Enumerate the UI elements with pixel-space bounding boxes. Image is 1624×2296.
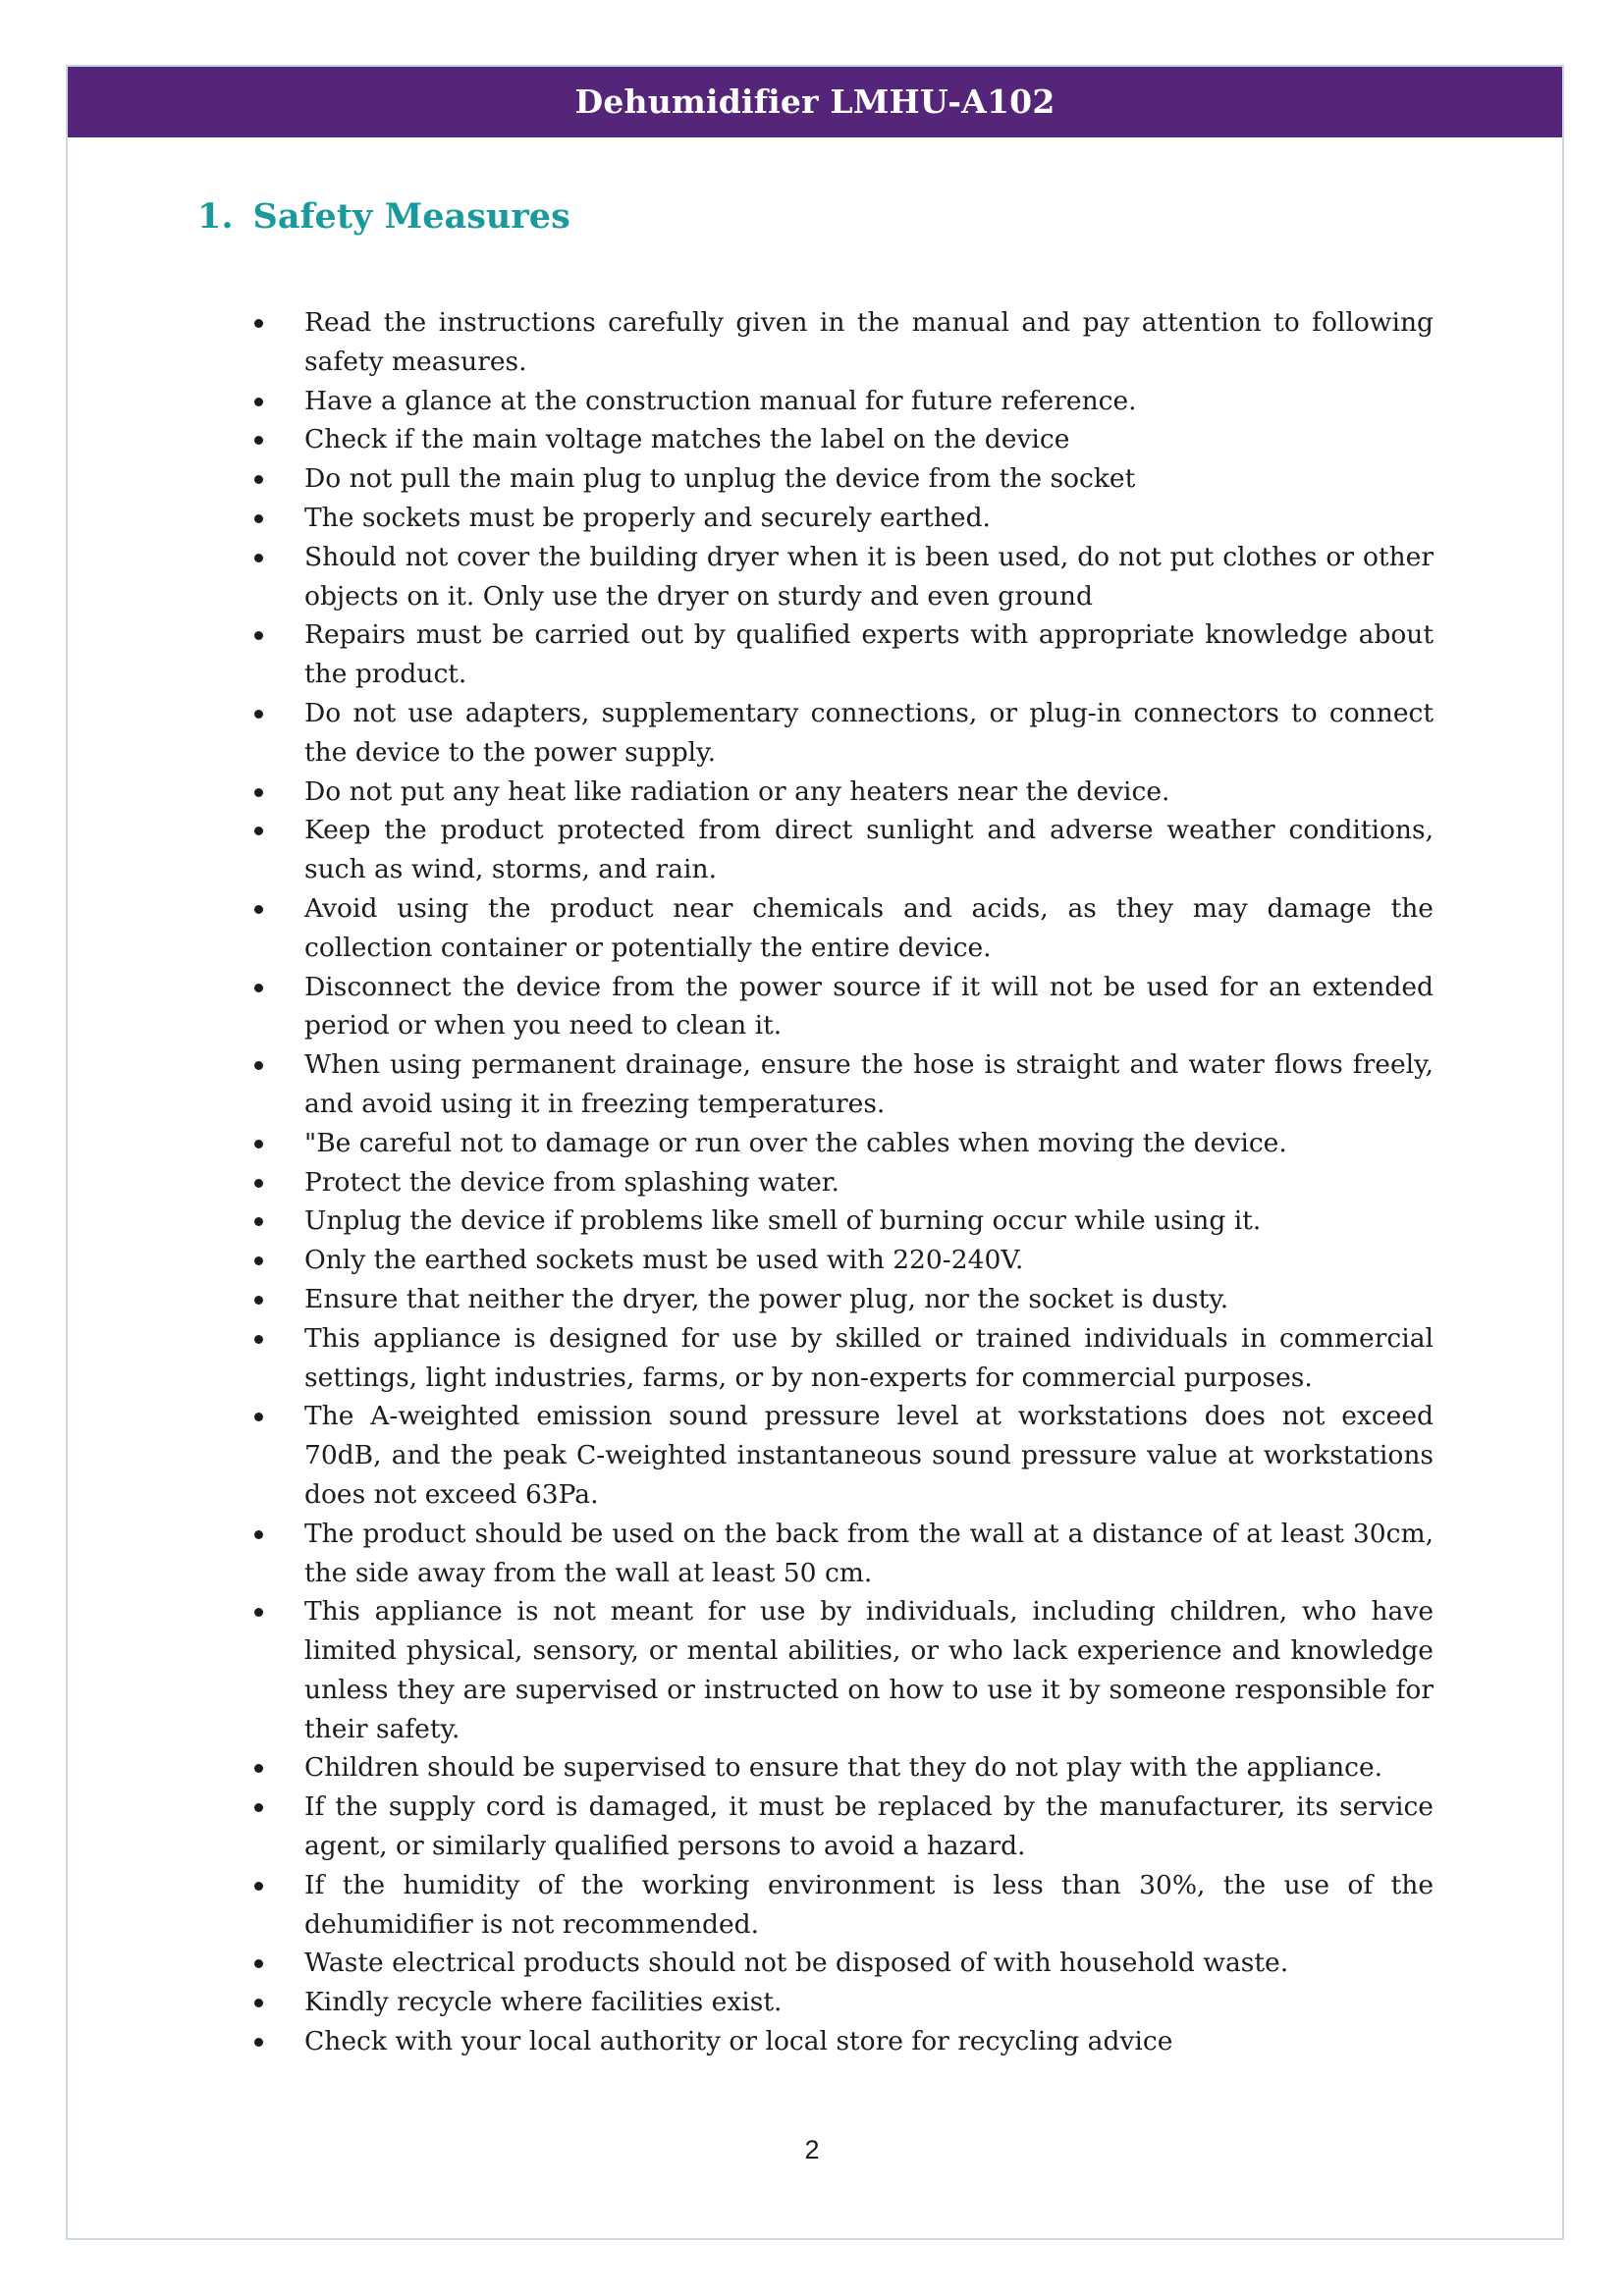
list-item	[247, 459, 1434, 499]
list-item	[247, 1788, 1434, 1866]
list-item-text: Waste electrical products should not be disposed of with household waste.	[304, 1948, 1289, 1979]
bullet-icon	[254, 1296, 263, 1305]
list-item-text: Do not put any heat like radiation or any heaters near the device.	[304, 775, 1170, 807]
list-item-text: Kindly recycle where facilities exist.	[304, 1987, 783, 2018]
list-item-text: The product should be used on the back from the wall at a distance of at least 30cm, the side away from the wall at least 50 cm.	[304, 1518, 1434, 1588]
list-item	[247, 382, 1434, 421]
list-item-text: Check with your local authority or local store for recycling advice	[304, 2026, 1173, 2057]
list-item-text: The sockets must be properly and securely earthed.	[304, 502, 991, 533]
list-item-text: "Be careful not to damage or run over the cables when moving the device.	[304, 1127, 1287, 1158]
page-number: 2	[804, 2135, 820, 2164]
list-item-text: The A-weighted emission sound pressure level at workstations does not exceed 70dB, and the peak C-weighted instantaneous sound pressure value at workstations does not exceed 63Pa.	[304, 1401, 1434, 1510]
bullet-icon	[254, 398, 263, 406]
list-item-text: Disconnect the device from the power source if it will not be used for an extended period or when you need to clean it.	[304, 971, 1434, 1041]
list-item	[247, 1944, 1434, 1983]
section-number: 1.	[197, 196, 234, 237]
list-item	[247, 1592, 1434, 1748]
list-item	[247, 1280, 1434, 1319]
bullet-icon	[254, 475, 263, 484]
bullet-icon	[254, 710, 263, 719]
bullet-icon	[254, 1764, 263, 1773]
list-item	[247, 1319, 1434, 1398]
bullet-icon	[254, 554, 263, 562]
list-item-text: This appliance is not meant for use by individuals, including children, who have limited physical, sensory, or mental abilities, or who lack experience and knowledge unless they are supervised or instructed on how to use it by someone responsible for their safety.	[304, 1596, 1434, 1744]
list-item-text: Repairs must be carried out by qualified experts with appropriate knowledge about the product.	[304, 619, 1434, 690]
list-item	[247, 1201, 1434, 1241]
list-item-text: This appliance is designed for use by skilled or trained individuals in commercial settings, light industries, farms, or by non-experts for commercial purposes.	[304, 1322, 1434, 1393]
list-item-text: Have a glance at the construction manual for future reference.	[304, 385, 1137, 416]
list-item-text: Unplug the device if problems like smell of burning occur while using it.	[304, 1205, 1262, 1237]
list-item	[247, 1515, 1434, 1593]
list-item	[247, 1397, 1434, 1514]
bullet-icon	[254, 319, 263, 328]
list-item	[247, 303, 1434, 382]
list-item-text: When using permanent drainage, ensure the hose is straight and water flows freely, and avoid using it in freezing temperatures.	[304, 1049, 1434, 1119]
list-item-text: Should not cover the building dryer when it is been used, do not put clothes or other objects on it. Only use the dryer on sturdy and even ground	[304, 541, 1434, 612]
list-item-text: Children should be supervised to ensure that they do not play with the appliance.	[304, 1752, 1383, 1784]
list-item	[247, 694, 1434, 773]
bullet-icon	[254, 1803, 263, 1812]
bullet-icon	[254, 436, 263, 445]
list-item	[247, 1124, 1434, 1163]
bullet-icon	[254, 1608, 263, 1617]
list-item	[247, 773, 1434, 812]
safety-measures-list	[247, 303, 1434, 2061]
bullet-icon	[254, 1335, 263, 1344]
list-item	[247, 1748, 1434, 1788]
section-heading	[197, 196, 570, 237]
bullet-icon	[254, 1882, 263, 1891]
list-item	[247, 968, 1434, 1046]
list-item	[247, 1241, 1434, 1280]
bullet-icon	[254, 631, 263, 640]
list-item-text: Avoid using the product near chemicals and acids, as they may damage the collection container or potentially the entire device.	[304, 892, 1434, 963]
bullet-icon	[254, 984, 263, 992]
list-item-text: If the supply cord is damaged, it must be replaced by the manufacturer, its service agent, or similarly qualified persons to avoid a hazard.	[304, 1791, 1434, 1862]
list-item	[247, 889, 1434, 968]
bullet-icon	[254, 905, 263, 914]
bullet-icon	[254, 2038, 263, 2047]
list-item-text: Check if the main voltage matches the label on the device	[304, 424, 1070, 455]
bullet-icon	[254, 1256, 263, 1265]
bullet-icon	[254, 1140, 263, 1148]
bullet-icon	[254, 1179, 263, 1188]
list-item	[247, 499, 1434, 538]
list-item	[247, 1163, 1434, 1202]
bullet-icon	[254, 1959, 263, 1968]
list-item-text: Do not use adapters, supplementary connections, or plug-in connectors to connect the device to the power supply.	[304, 697, 1434, 768]
list-item	[247, 1983, 1434, 2022]
list-item	[247, 1045, 1434, 1124]
bullet-icon	[254, 1061, 263, 1070]
bullet-icon	[254, 1413, 263, 1421]
list-item	[247, 420, 1434, 459]
bullet-icon	[254, 1217, 263, 1226]
list-item	[247, 615, 1434, 694]
bullet-icon	[254, 827, 263, 835]
list-item	[247, 538, 1434, 616]
list-item-text: Ensure that neither the dryer, the power plug, nor the socket is dusty.	[304, 1283, 1229, 1314]
list-item-text: Keep the product protected from direct sunlight and adverse weather conditions, such as wind, storms, and rain.	[304, 815, 1434, 885]
list-item-text: Do not pull the main plug to unplug the device from the socket	[304, 463, 1136, 495]
section-title: Safety Measures	[252, 196, 570, 237]
bullet-icon	[254, 514, 263, 523]
document-header	[68, 67, 1562, 137]
list-item-text: Protect the device from splashing water.	[304, 1166, 839, 1198]
bullet-icon	[254, 1530, 263, 1539]
list-item	[247, 1866, 1434, 1945]
bullet-icon	[254, 788, 263, 797]
list-item-text: If the humidity of the working environment is less than 30%, the use of the dehumidifier is not recommended.	[304, 1869, 1434, 1940]
list-item	[247, 2022, 1434, 2061]
list-item-text: Read the instructions carefully given in the manual and pay attention to following safety measures.	[304, 307, 1434, 377]
list-item	[247, 811, 1434, 889]
list-item-text: Only the earthed sockets must be used with 220-240V.	[304, 1245, 1024, 1276]
document-title: Dehumidifier LMHU-A102	[574, 82, 1056, 121]
bullet-icon	[254, 1999, 263, 2007]
